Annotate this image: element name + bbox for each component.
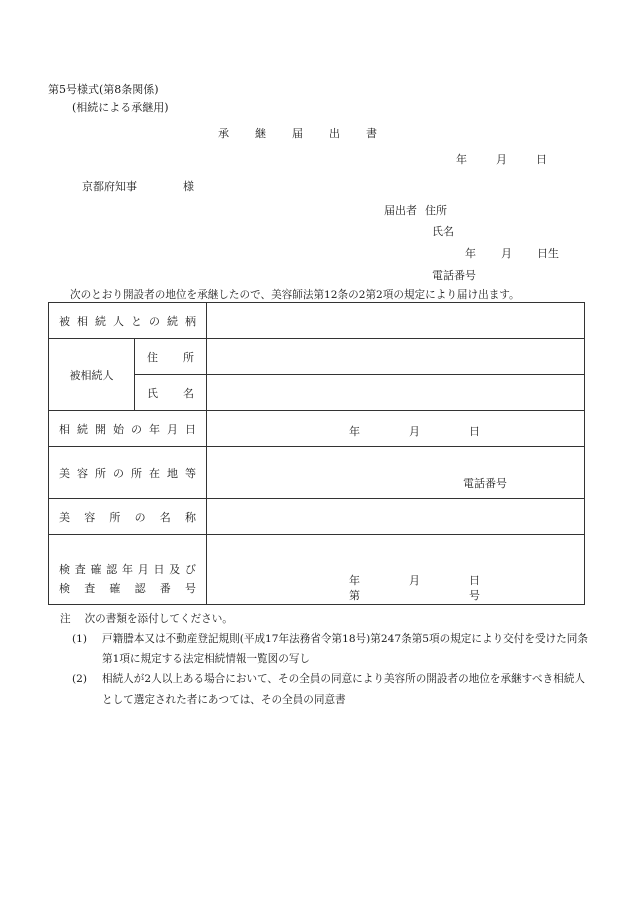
title-char: 書	[366, 127, 377, 140]
inspection-month: 月	[409, 574, 420, 587]
addressee-name: 京都府知事	[82, 180, 137, 193]
title-char: 届	[292, 127, 303, 140]
note-item	[60, 669, 588, 709]
inspection-number-prefix: 第	[349, 589, 360, 602]
succession-form-table	[48, 302, 585, 605]
inspection-label-line-2: 検査確認番号	[59, 582, 196, 595]
birth-month: 月	[501, 247, 512, 260]
form-number: 第5号様式(第8条関係)	[48, 83, 159, 96]
inspection-number-suffix: 号	[469, 589, 480, 602]
birth-date	[465, 248, 573, 259]
notes-section	[60, 609, 588, 710]
address-label: 住所	[425, 204, 447, 217]
table-row	[49, 499, 585, 535]
title-char: 承	[218, 127, 229, 140]
date-year: 年	[456, 153, 467, 166]
note-number: (1)	[72, 633, 88, 646]
title-char: 継	[255, 127, 266, 140]
statement: 次のとおり開設者の地位を承継したので、美容師法第12条の2第2項の規定により届け出ます。	[70, 289, 520, 301]
applicant-label: 届出者	[384, 204, 417, 217]
notes-heading	[60, 609, 588, 629]
salon-location-field[interactable]	[207, 447, 585, 499]
decedent-address-field[interactable]	[207, 339, 585, 375]
table-row	[49, 303, 585, 339]
inspection-field[interactable]	[207, 535, 585, 605]
salon-phone-label: 電話番号	[463, 477, 507, 490]
inspection-day: 日	[469, 574, 480, 587]
relation-field[interactable]	[207, 303, 585, 339]
note-number: (2)	[72, 673, 88, 686]
addressee	[82, 181, 194, 192]
notes-intro: 次の書類を添付してください。	[84, 613, 233, 625]
title-char: 出	[329, 127, 340, 140]
relation-label: 被相続人との続柄	[49, 303, 207, 339]
decedent-address-label: 住 所	[135, 339, 207, 375]
birth-day: 日生	[537, 247, 559, 260]
date-month: 月	[496, 153, 507, 166]
inspection-label-line-1: 検査確認年月日及び	[59, 563, 196, 576]
inspection-label	[49, 535, 207, 605]
table-row	[49, 447, 585, 499]
birth-year: 年	[465, 247, 476, 260]
inherit-year: 年	[349, 425, 360, 438]
applicant-address-row	[384, 205, 447, 216]
salon-location-label: 美容所の所在地等	[49, 447, 207, 499]
decedent-name-label: 氏 名	[135, 375, 207, 411]
notes-marker: 注	[60, 613, 71, 625]
inherit-date-field[interactable]	[207, 411, 585, 447]
salon-name-field[interactable]	[207, 499, 585, 535]
table-row	[49, 411, 585, 447]
table-row	[49, 535, 585, 605]
note-text: 戸籍謄本又は不動産登記規則(平成17年法務省令第18号)第247条第5項の規定により交付を受けた同条第1項に規定する法定相続情報一覧図の写し	[102, 633, 588, 666]
honorific: 様	[183, 180, 194, 193]
note-text: 相続人が2人以上ある場合において、その全員の同意により美容所の開設者の地位を承継すべき相続人として選定された者にあつては、その全員の同意書	[102, 673, 586, 706]
phone-label: 電話番号	[432, 269, 476, 282]
submission-date	[456, 154, 576, 165]
inherit-month: 月	[409, 425, 420, 438]
name-label: 氏名	[432, 225, 454, 238]
inspection-year: 年	[349, 574, 360, 587]
inherit-date-label: 相続開始の年月日	[49, 411, 207, 447]
document-title	[218, 128, 403, 139]
form-usage: (相続による承継用)	[72, 101, 169, 114]
table-row	[49, 339, 585, 375]
inherit-day: 日	[469, 425, 480, 438]
date-day: 日	[536, 153, 547, 166]
decedent-label: 被相続人	[49, 339, 135, 411]
note-item	[60, 629, 588, 669]
salon-name-label: 美容所の名称	[49, 499, 207, 535]
decedent-name-field[interactable]	[207, 375, 585, 411]
